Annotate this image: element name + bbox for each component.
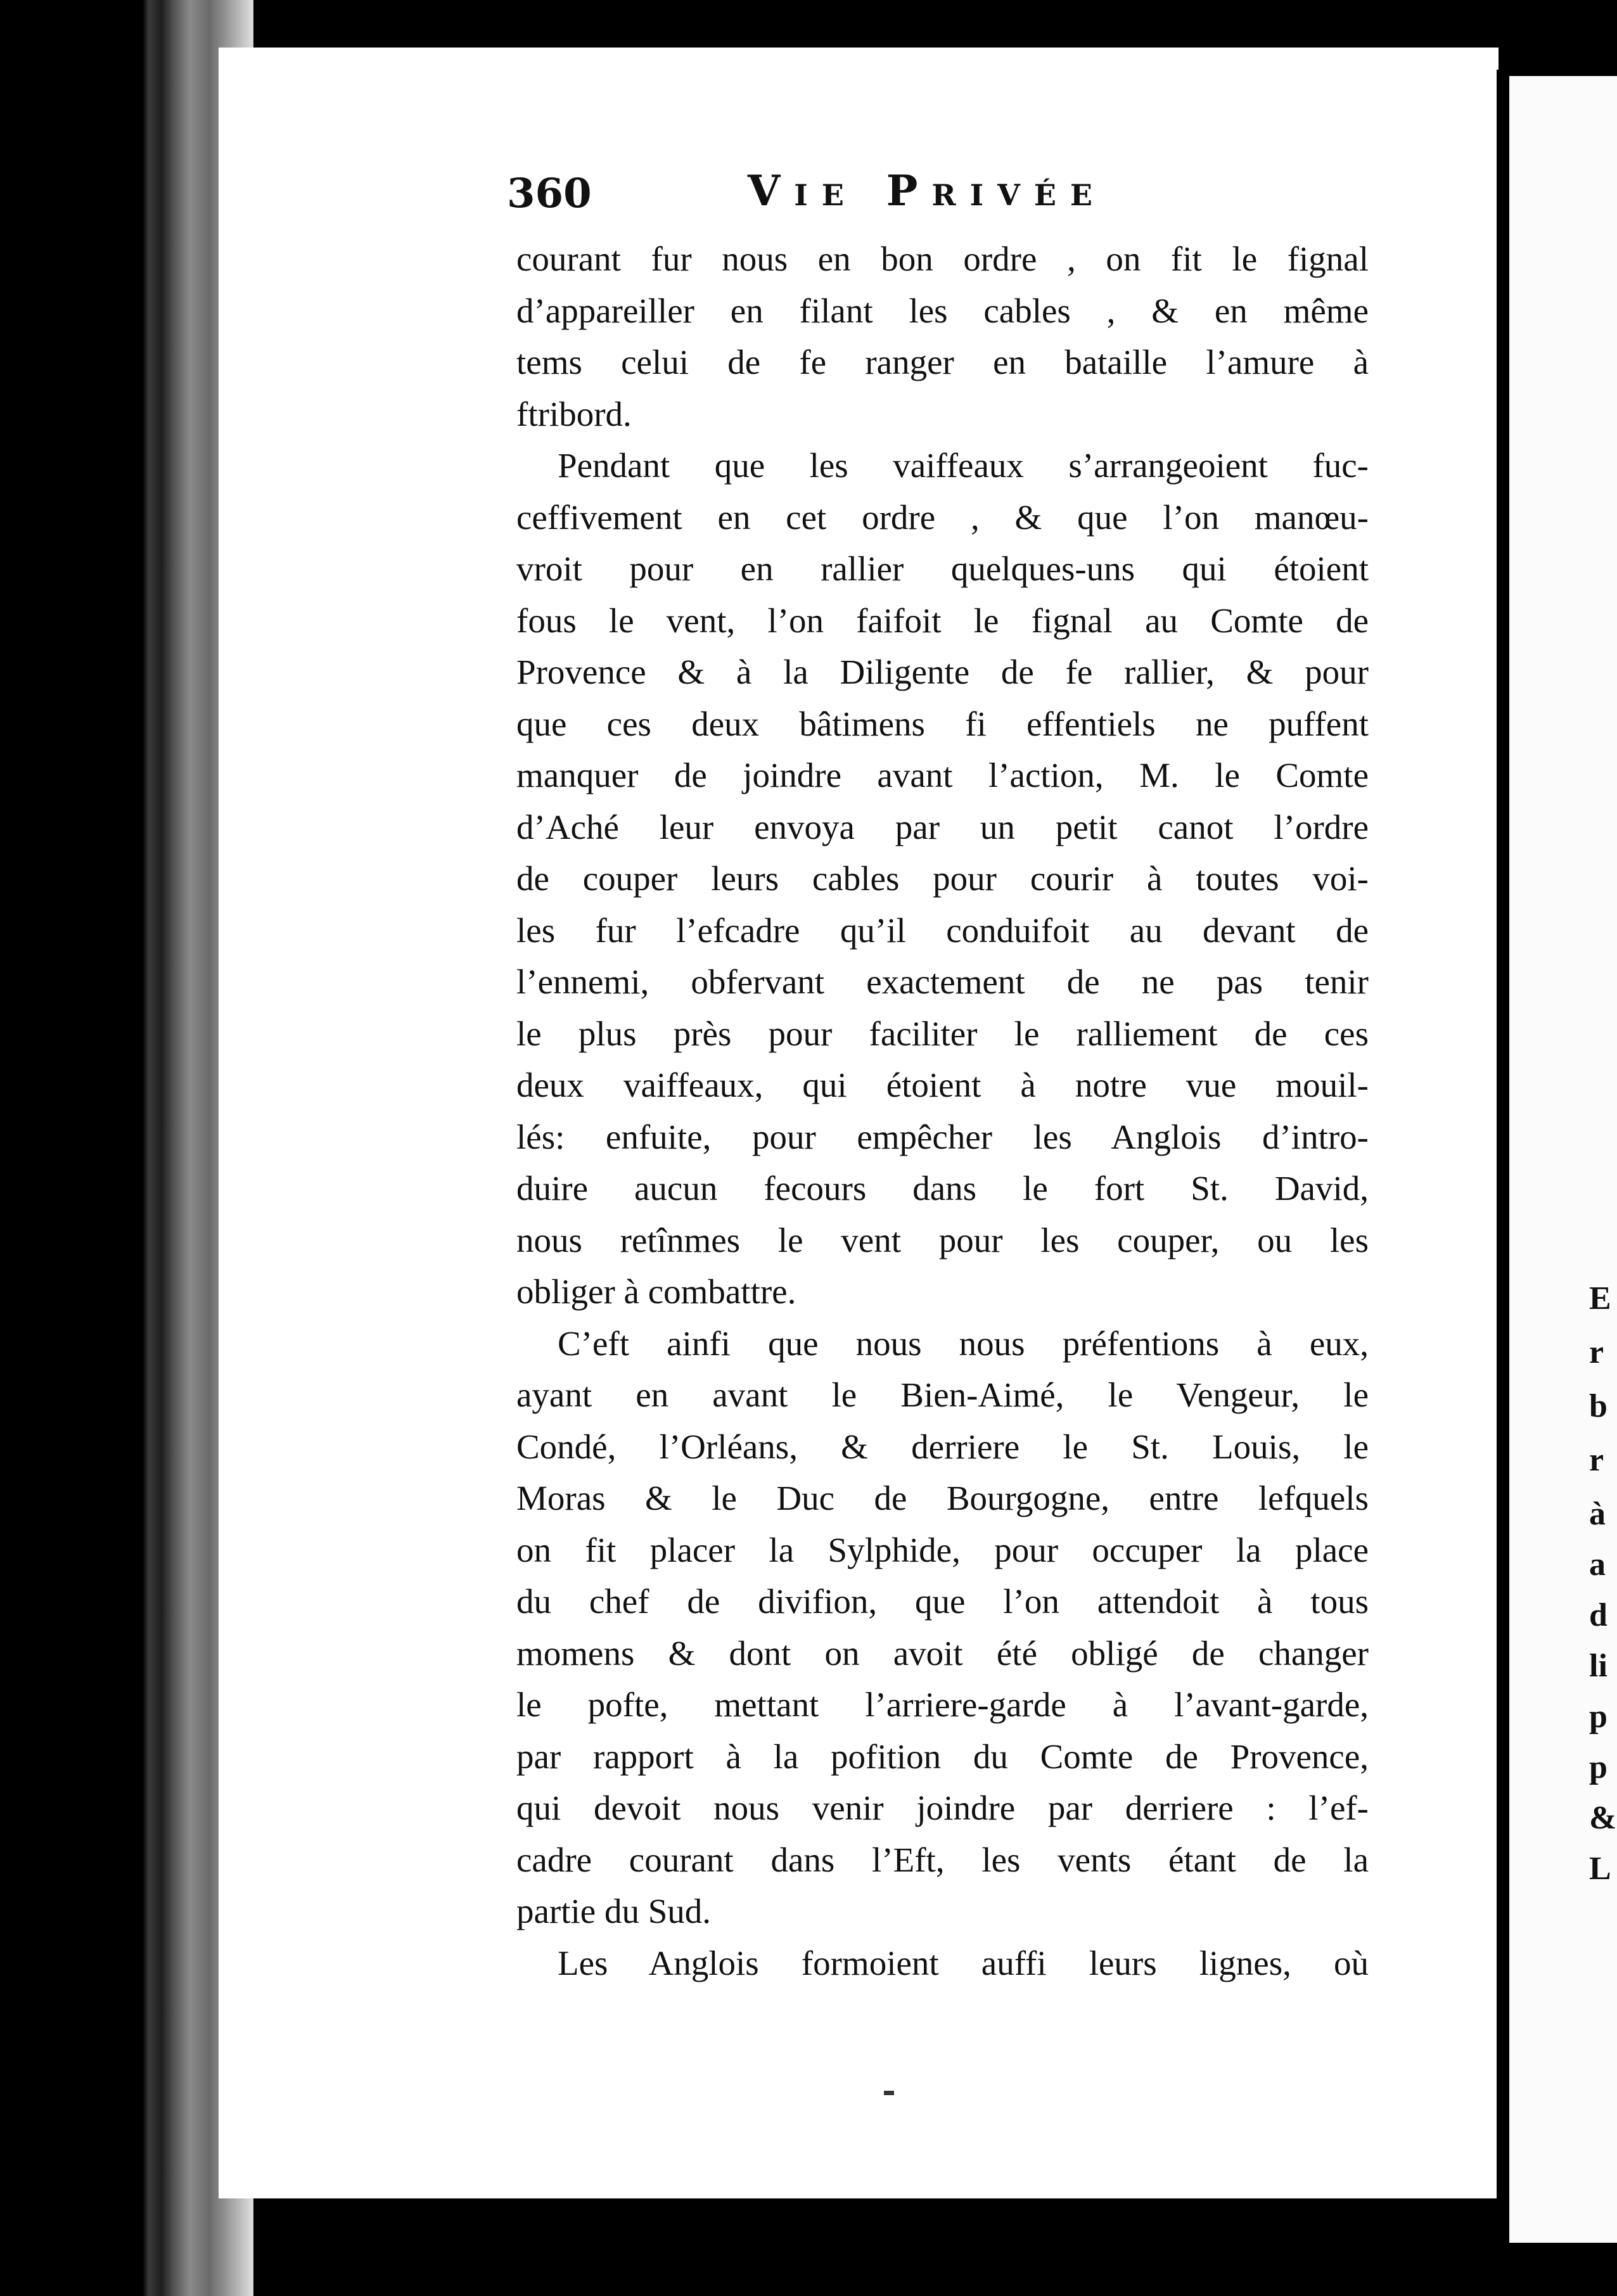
body-text xyxy=(516,233,1369,1989)
text-line: obliger à combattre. xyxy=(516,1272,796,1311)
facing-page-letter: & xyxy=(1589,1800,1617,1836)
text-line: les fur l’efcadre qu’il conduifoit au devant de xyxy=(516,910,1369,950)
facing-page-letter: p xyxy=(1589,1699,1607,1735)
text-line: d’Aché leur envoya par un petit canot l’ordre xyxy=(516,807,1369,846)
facing-page-letter: b xyxy=(1589,1388,1607,1424)
text-line: de couper leurs cables pour courir à toutes voi- xyxy=(516,859,1369,898)
text-line: courant fur nous en bon ordre , on fit le fignal xyxy=(516,239,1369,278)
text-line: ceffivement en cet ordre , & que l’on manœu- xyxy=(516,497,1369,537)
text-line: tems celui de fe ranger en bataille l’amure à xyxy=(516,343,1369,381)
text-line: on fit placer la Sylphide, pour occuper la place xyxy=(516,1530,1369,1569)
facing-page xyxy=(1509,76,1617,2243)
text-line: ftribord. xyxy=(516,394,632,433)
text-line: deux vaiffeaux, qui étoient à notre vue mouil- xyxy=(516,1066,1369,1104)
text-line: momens & dont on avoit été obligé de changer xyxy=(516,1633,1369,1673)
text-line: le pofte, mettant l’arriere-garde à l’avant-garde, xyxy=(516,1685,1369,1724)
text-line: partie du Sud. xyxy=(516,1892,712,1930)
facing-page-letter: a xyxy=(1589,1547,1606,1583)
facing-page-letter: d xyxy=(1589,1597,1607,1633)
facing-page-letter: li xyxy=(1589,1648,1607,1684)
text-line: fous le vent, l’on faifoit le fignal au Comte de xyxy=(516,601,1369,640)
facing-page-letter: L xyxy=(1589,1851,1611,1887)
text-line: Condé, l’Orléans, & derriere le St. Louis, le xyxy=(516,1427,1369,1466)
text-line: Provence & à la Diligente de fe rallier, & pour xyxy=(516,653,1369,691)
text-line: du chef de divifion, que l’on attendoit à tous xyxy=(516,1582,1369,1621)
page-gutter xyxy=(1497,70,1511,2249)
text-line: Pendant que les vaiffeaux s’arrangeoient fuc- xyxy=(558,446,1369,485)
text-line: vroit pour en rallier quelques-uns qui étoient xyxy=(516,549,1369,588)
facing-page-letter: E xyxy=(1589,1280,1611,1317)
text-line: lés: enfuite, pour empêcher les Anglois d’intro- xyxy=(516,1117,1369,1156)
text-line: le plus près pour faciliter le ralliement de ces xyxy=(516,1014,1369,1053)
facing-page-letter: r xyxy=(1589,1334,1604,1370)
text-line: que ces deux bâtimens fi effentiels ne puffent xyxy=(516,704,1369,743)
facing-page-letter: à xyxy=(1589,1496,1606,1532)
facing-page-letter: r xyxy=(1589,1442,1604,1478)
book-spine xyxy=(0,0,253,2296)
text-line: manquer de joindre avant l’action, M. le Comte xyxy=(516,756,1369,794)
text-line: C’eft ainfi que nous nous préfentions à eux, xyxy=(558,1323,1369,1363)
text-line: duire aucun fecours dans le fort St. David, xyxy=(516,1169,1369,1208)
text-line: par rapport à la pofition du Comte de Provence, xyxy=(516,1737,1369,1776)
text-line: Les Anglois formoient auffi leurs lignes, où xyxy=(558,1943,1369,1982)
text-line: cadre courant dans l’Eft, les vents étant de la xyxy=(516,1840,1369,1879)
text-line: qui devoit nous venir joindre par derriere : l’ef- xyxy=(516,1789,1369,1827)
facing-page-letter: p xyxy=(1589,1749,1607,1785)
text-line: d’appareiller en filant les cables , & en même xyxy=(516,291,1369,330)
text-line: Moras & le Duc de Bourgogne, entre lefquels xyxy=(516,1479,1369,1517)
page-number: 360 xyxy=(507,170,592,217)
page-mark xyxy=(884,2091,894,2095)
text-line: ayant en avant le Bien-Aimé, le Vengeur, le xyxy=(516,1375,1369,1414)
running-head: Vie Privée xyxy=(748,166,1106,215)
text-line: nous retînmes le vent pour les couper, ou les xyxy=(516,1220,1369,1260)
text-line: l’ennemi, obfervant exactement de ne pas tenir xyxy=(516,962,1369,1001)
